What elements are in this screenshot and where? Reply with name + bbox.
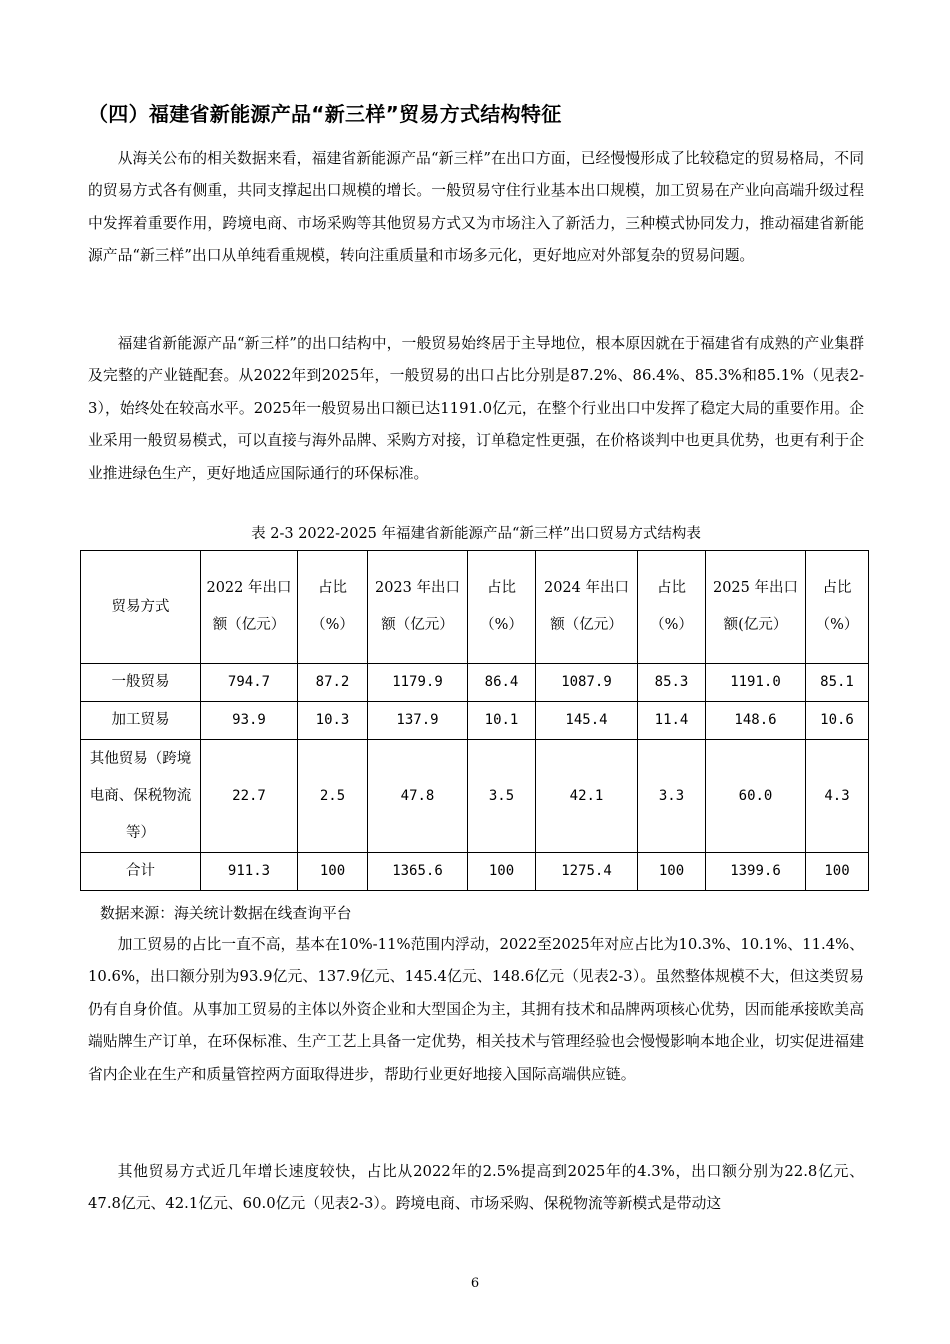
data-source-note: 数据来源：海关统计数据在线查询平台 — [100, 905, 352, 922]
table-row — [81, 740, 869, 853]
table-cell: 86.4 — [468, 664, 536, 702]
table-cell: 4.3 — [806, 740, 869, 853]
header-cell: 2022 年出口额（亿元） — [201, 551, 298, 664]
paragraph-processing-trade: 加工贸易的占比一直不高，基本在10%-11%范围内浮动，2022至2025年对应占比为10.3%、10.1%、11.4%、10.6%，出口额分别为93.9亿元、137.9亿元、145.4亿元、148.6亿元（见表2-3）。虽然整体规模不大，但这类贸易仍有自身价值。从事加工贸易的主体以外资企业和大型国企为主，其拥有技术和品牌两项核心优势，因而能承接欧美高端贴牌生产订单，在环保标准、生产工艺上具备一定优势，相关技术与管理经验也会慢慢影响本地企业，切实促进福建省内企业在生产和质量管控两方面取得进步，帮助行业更好地接入国际高端供应链。 — [88, 936, 864, 1083]
table-header-row — [81, 551, 869, 664]
table-cell: 100 — [468, 853, 536, 891]
table-cell: 93.9 — [201, 702, 298, 740]
table-cell: 10.3 — [298, 702, 368, 740]
table-cell: 100 — [806, 853, 869, 891]
table-cell: 145.4 — [536, 702, 638, 740]
table-cell: 1275.4 — [536, 853, 638, 891]
table-cell: 87.2 — [298, 664, 368, 702]
row-label: 其他贸易（跨境电商、保税物流等） — [81, 740, 201, 853]
table-cell: 100 — [298, 853, 368, 891]
table-cell: 47.8 — [368, 740, 468, 853]
table-cell: 1399.6 — [706, 853, 806, 891]
header-cell: 2024 年出口额（亿元） — [536, 551, 638, 664]
row-label: 一般贸易 — [81, 664, 201, 702]
table-cell: 1179.9 — [368, 664, 468, 702]
paragraph-general-trade: 福建省新能源产品“新三样”的出口结构中，一般贸易始终居于主导地位，根本原因就在于福建省有成熟的产业集群及完整的产业链配套。从2022年到2025年，一般贸易的出口占比分别是87.2%、86.4%、85.3%和85.1%（见表2-3），始终处在较高水平。2025年一般贸易出口额已达1191.0亿元，在整个行业出口中发挥了稳定大局的重要作用。企业采用一般贸易模式，可以直接与海外品牌、采购方对接，订单稳定性更强，在价格谈判中也更具优势，也更有利于企业推进绿色生产，更好地适应国际通行的环保标准。 — [88, 335, 864, 482]
table-caption: 表 2-3 2022-2025 年福建省新能源产品“新三样”出口贸易方式结构表 — [251, 526, 701, 542]
header-cell: 贸易方式 — [81, 551, 201, 664]
row-label: 合计 — [81, 853, 201, 891]
table-cell: 85.3 — [638, 664, 706, 702]
table-cell: 137.9 — [368, 702, 468, 740]
table-cell: 11.4 — [638, 702, 706, 740]
row-label: 加工贸易 — [81, 702, 201, 740]
header-cell: 2025 年出口额(亿元） — [706, 551, 806, 664]
header-cell: 占比（%） — [468, 551, 536, 664]
table-cell: 22.7 — [201, 740, 298, 853]
table-cell: 60.0 — [706, 740, 806, 853]
table-cell: 10.6 — [806, 702, 869, 740]
table-row — [81, 702, 869, 740]
header-cell: 占比（%） — [806, 551, 869, 664]
table-cell: 10.1 — [468, 702, 536, 740]
header-cell: 2023 年出口额（亿元） — [368, 551, 468, 664]
header-cell: 占比（%） — [298, 551, 368, 664]
table-cell: 1365.6 — [368, 853, 468, 891]
section-heading: （四）福建省新能源产品“新三样”贸易方式结构特征 — [88, 102, 562, 126]
table-cell: 1087.9 — [536, 664, 638, 702]
table-cell: 100 — [638, 853, 706, 891]
table-cell: 794.7 — [201, 664, 298, 702]
paragraph-trade-pattern: 从海关公布的相关数据来看，福建省新能源产品“新三样”在出口方面，已经慢慢形成了比较稳定的贸易格局，不同的贸易方式各有侧重，共同支撑起出口规模的增长。一般贸易守住行业基本出口规模，加工贸易在产业向高端升级过程中发挥着重要作用，跨境电商、市场采购等其他贸易方式又为市场注入了新活力，三种模式协同发力，推动福建省新能源产品“新三样”出口从单纯看重规模，转向注重质量和市场多元化，更好地应对外部复杂的贸易问题。 — [88, 150, 864, 265]
paragraph-other-trade: 其他贸易方式近几年增长速度较快，占比从2022年的2.5%提高到2025年的4.3%，出口额分别为22.8亿元、47.8亿元、42.1亿元、60.0亿元（见表2-3）。跨境电商、市场采购、保税物流等新模式是带动这 — [88, 1163, 864, 1213]
table-cell: 148.6 — [706, 702, 806, 740]
trade-structure-table — [80, 550, 869, 891]
table-cell: 2.5 — [298, 740, 368, 853]
table-row — [81, 664, 869, 702]
table-cell: 3.3 — [638, 740, 706, 853]
table-cell: 85.1 — [806, 664, 869, 702]
header-cell: 占比（%） — [638, 551, 706, 664]
table-cell: 42.1 — [536, 740, 638, 853]
table-row-total — [81, 853, 869, 891]
table-cell: 911.3 — [201, 853, 298, 891]
table-cell: 1191.0 — [706, 664, 806, 702]
table-cell: 3.5 — [468, 740, 536, 853]
page-number: 6 — [470, 1276, 480, 1291]
